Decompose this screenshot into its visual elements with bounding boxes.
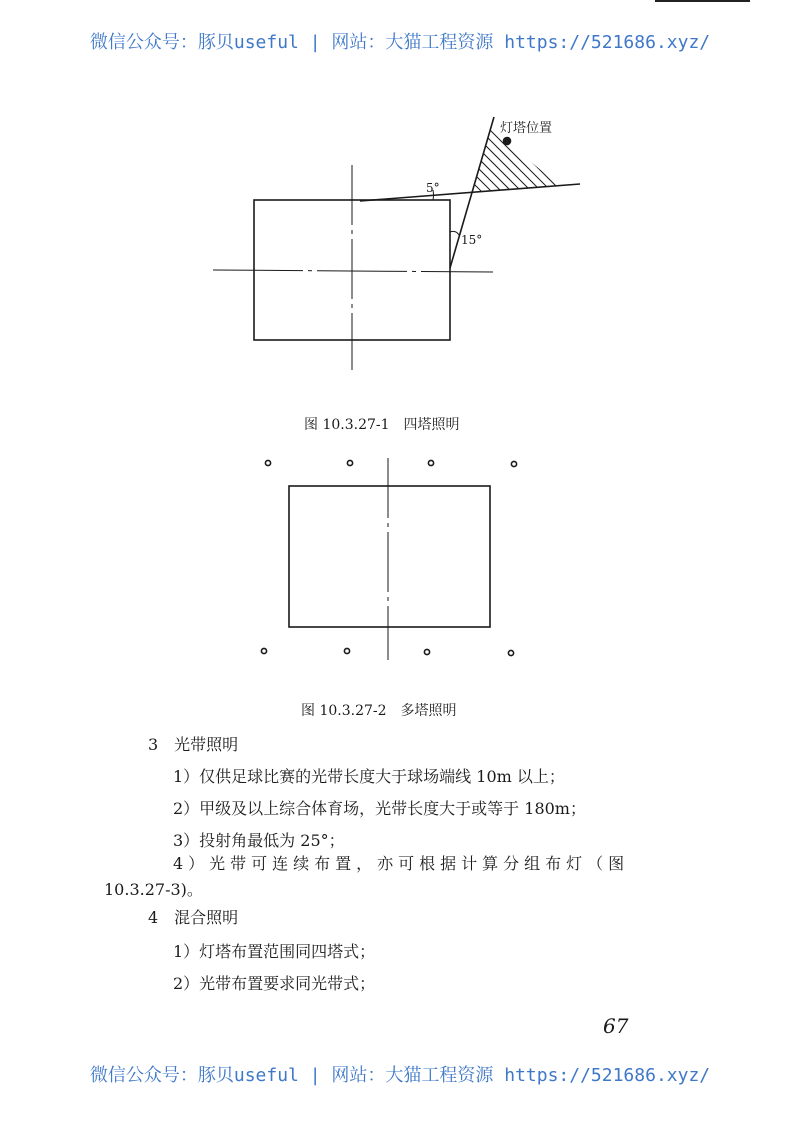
tower-position-dot [504,138,511,145]
figure2-caption: 图 10.3.27-2 多塔照明 [301,703,457,719]
figure1-caption: 图 10.3.27-1 四塔照明 [304,417,460,433]
section3-heading: 3 光带照明 [148,735,239,754]
section4-item: 1）灯塔布置范围同四塔式； [173,942,376,961]
section3-item: 4）光带可连续布置，亦可根据计算分组布灯（图 [173,854,630,873]
section3-item: 2）甲级及以上综合体育场，光带长度大于或等于 180m； [173,799,586,818]
section4-item: 2）光带布置要求同光带式； [173,974,376,993]
angle-15-label: 15° [461,233,483,247]
figure-multi-tower [261,458,516,660]
footer-watermark: 微信公众号：豚贝useful | 网站：大猫工程资源 https://521686.xyz/ [89,1065,711,1086]
header-watermark: 微信公众号：豚贝useful | 网站：大猫工程资源 https://521686.xyz/ [89,32,711,53]
field-rect [289,486,490,627]
angle-5-label: 5° [426,181,440,195]
section3-item: 3）投射角最低为 25°； [173,831,345,850]
section3-item: 1）仅供足球比赛的光带长度大于球场端线 10m 以上； [173,767,565,786]
section3-item-cont: 10.3.27-3)。 [104,880,203,899]
tower-label: 灯塔位置 [500,121,553,136]
figure-four-tower [213,117,580,370]
section4-heading: 4 混合照明 [148,908,239,927]
page-number: 67 [603,1014,629,1038]
